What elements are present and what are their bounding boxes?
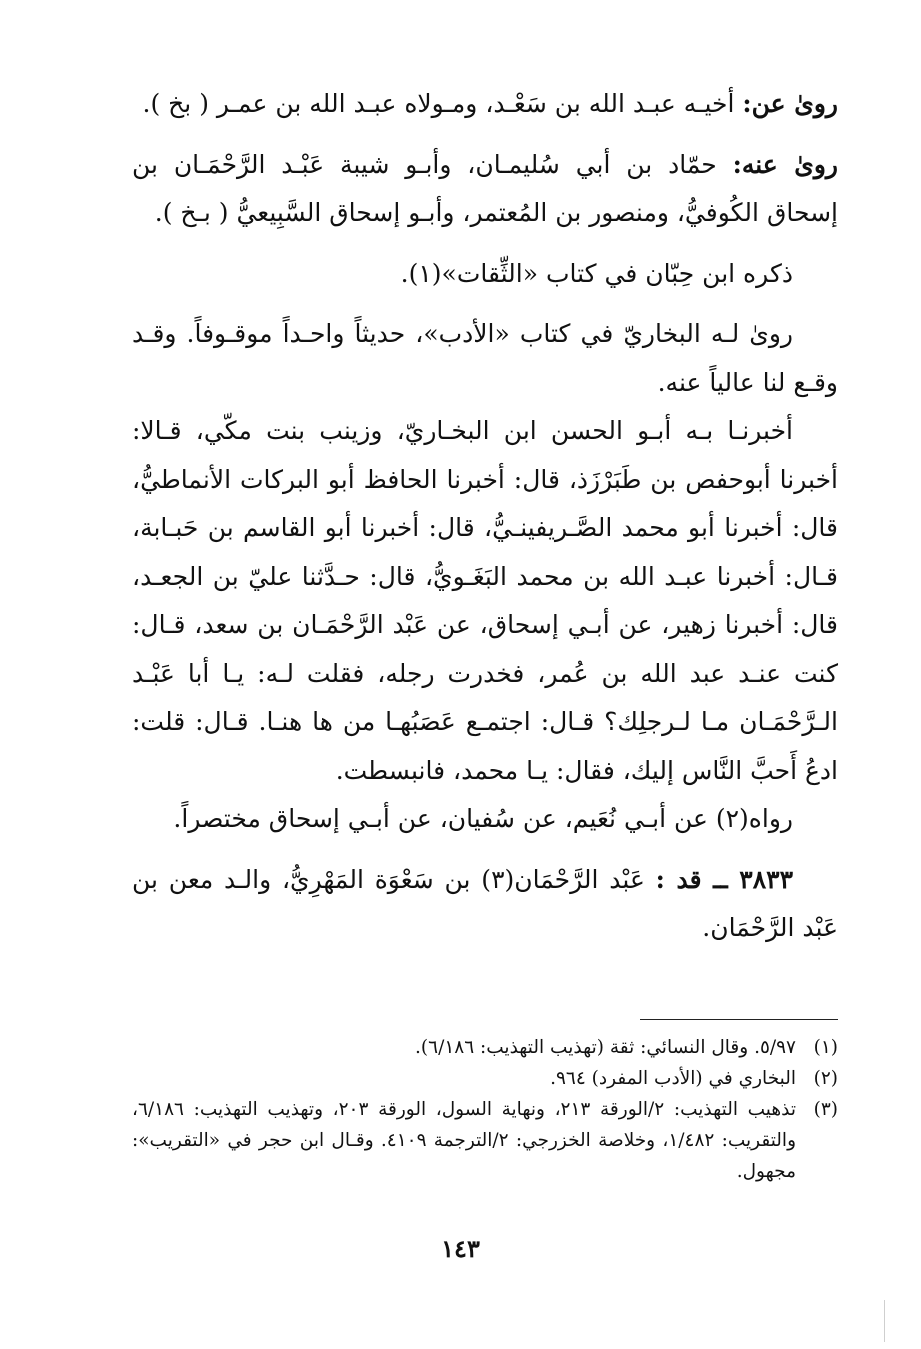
footnote-text: تذهيب التهذيب: ٢/الورقة ٢١٣، ونهاية السول، الورقة ٢٠٣، وتهذيب التهذيب: ٦/١٨٦، والتقريب: ١/٤٨٢، وخلاصة الخزرجي: ٢/الترجمة ٤١٠٩. وقـال ابن حجر في «التقريب»: مجهول. [132, 1099, 797, 1182]
footnote-number: (٣) [813, 1099, 838, 1120]
paragraph-narrated-by [132, 141, 838, 238]
paragraph-label: روىٰ عن: [742, 89, 838, 118]
paragraph-text: أخيـه عبـد الله بن سَعْـد، ومـولاه عبـد الله بن عمـر ( بخ ). [142, 89, 743, 118]
footnote [132, 1032, 838, 1063]
paragraph-text: حمّاد بن أبي سُليمـان، وأبـو شيبة عَبْـد الرَّحْمَـان بن إسحاق الكُوفيُّ، ومنصور بن المُعتمر، وأبـو إسحاق السَّبِيعيُّ ( بـخ ). [132, 149, 838, 227]
footnote [132, 1063, 838, 1094]
paragraph-bukhari-adab: روىٰ لـه البخاريّ في كتاب «الأدب»، حديثاً واحـداً موقـوفاً. وقـد وقـع لنا عالياً عنه. [132, 319, 838, 397]
paragraph-narrated-from [132, 80, 838, 129]
paragraph-isnad: أخبرنـا بـه أبـو الحسن ابن البخـاريّ، وزينب بنت مكّي، قـالا: أخبرنا أبوحفص بن طَبَرْزَذ، قال: أخبرنا الحافظ أبو البركات الأنماطيُّ، قال: أخبرنا أبو محمد الصَّـريفينـيُّ، قال: أخبرنا أبو القاسم بن حَبـابة، قـال: أخبرنا عبـد الله بن محمد البَغَـويُّ، قال: حـدَّثنا عليّ بن الجعـد، قال: أخبرنا زهير، عن أبـي إسحاق، عن عَبْد الرَّحْمَـان بن سعد، قـال: كنت عنـد عبد الله بن عُمر، فخدرت رجله، فقلت لـه: يـا أبا عَبْـد الـرَّحْمَـان مـا لـرجلِك؟ قـال: اجتمـع عَصَبُهـا من ها هنـا. قـال: قلت: ادعُ أَحبَّ النَّاس إليك، فقال: يـا محمد، فانبسطت. [132, 416, 838, 785]
footnote-number: (٢) [813, 1068, 838, 1089]
paragraph-entry-3833 [132, 856, 838, 953]
entry-number: ٣٨٣٣ ــ قد : [655, 864, 793, 894]
footnote-divider [640, 1019, 838, 1020]
footnote-text: ٥/٩٧. وقال النسائي: ثقة (تهذيب التهذيب: ٦/١٨٦). [415, 1037, 796, 1058]
paragraph-label: روىٰ عنه: [732, 149, 838, 179]
main-text [132, 80, 838, 953]
scan-edge-line [884, 1300, 885, 1342]
footnotes [132, 1032, 838, 1187]
paragraph-text: عَبْد الرَّحْمَان(٣) بن سَعْوَة المَهْرِيُّ، والـد معن بن عَبْد الرَّحْمَان. [132, 864, 838, 942]
paragraph-riwayah: رواه(٢) عن أبـي نُعَيم، عن سُفيان، عن أبـي إسحاق مختصراً. [173, 804, 793, 833]
page-number: ١٤٣ [441, 1234, 480, 1263]
footnote-text: البخاري في (الأدب المفرد) ٩٦٤. [550, 1068, 796, 1089]
paragraph-ibn-hibban: ذكره ابن حِبّان في كتاب «الثِّقات»(١). [400, 258, 793, 288]
footnote [132, 1094, 838, 1187]
footnote-number: (١) [813, 1037, 838, 1058]
